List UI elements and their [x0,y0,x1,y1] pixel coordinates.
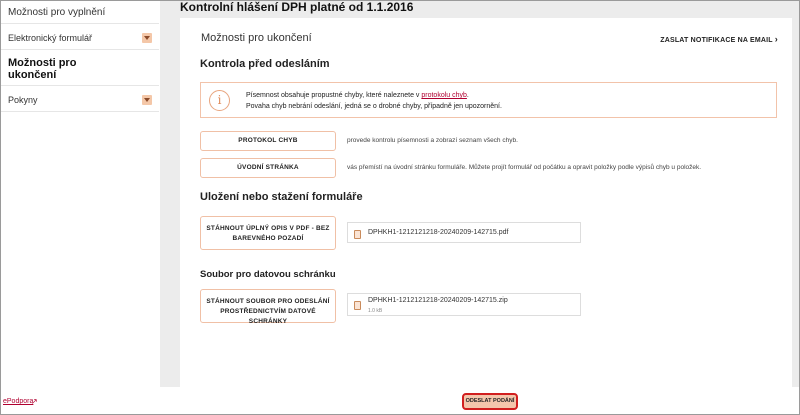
notify-email-link[interactable] [660,34,778,44]
alert-line-1 [246,92,469,99]
alert-line-2: Povaha chyb nebrání odeslání, jedná se o drobné chyby, případně jen upozornění. [246,103,502,110]
page-title: Kontrolní hlášení DPH platné od 1.1.2016 [180,0,414,14]
sidebar-item-options-fill[interactable] [1,1,159,24]
submit-button[interactable]: ODESLAT PODÁNÍ [462,393,518,410]
info-icon: i [209,90,230,111]
sidebar-item-label: Pokyny [8,95,38,105]
download-pdf-label-2: BAREVNÉHO POZADÍ [232,235,304,242]
external-link-icon: ↗ [31,397,38,406]
download-pdf-label-1: STÁHNOUT ÚPLNÝ OPIS V PDF - BEZ [206,225,330,232]
zip-file-name: DPHKH1-1212121218-20240209-142715.zip [368,297,508,304]
alert-text: Písemnost obsahuje propustné chyby, které naleznete v [246,92,422,99]
error-protocol-link[interactable]: protokolu chyb [421,92,467,99]
sidebar-item-label: Možnosti pro ukončení [8,57,77,81]
zip-file-size: 1.0 kB [368,308,383,314]
sidebar-item-label: Elektronický formulář [8,33,93,43]
pdf-file-box[interactable] [347,222,581,243]
card-title: Možnosti pro ukončení [201,32,312,44]
error-protocol-description: provede kontrolu písemnosti a zobrazí seznam všech chyb. [347,137,518,144]
databox-section-heading: Soubor pro datovou schránku [200,269,336,280]
download-zip-label-2: PROSTŘEDNICTVÍM DATOVÉ SCHRÁNKY [220,308,316,325]
home-page-button[interactable]: ÚVODNÍ STRÁNKA [200,158,336,178]
pdf-file-name: DPHKH1-1212121218-20240209-142715.pdf [368,229,509,236]
save-section-heading: Uložení nebo stažení formuláře [200,191,363,203]
warning-alert [200,82,777,118]
home-page-description: vás přemístí na úvodní stránku formuláře. Můžete projít formulář od počátku a opravit položky podle výpisů chyb u položek. [347,164,702,171]
chevron-down-icon [142,95,152,105]
download-zip-label-1: STÁHNOUT SOUBOR PRO ODESLÁNÍ [206,298,330,305]
error-protocol-button[interactable]: PROTOKOL CHYB [200,131,336,151]
file-icon [354,230,361,239]
alert-text: . [466,92,469,99]
sidebar-item-instructions[interactable] [1,87,159,112]
chevron-right-icon: › [774,34,778,44]
sidebar [1,1,159,387]
check-section-heading: Kontrola před odesláním [200,58,330,70]
download-pdf-button[interactable] [200,216,336,250]
notify-email-label: ZASLAT NOTIFIKACE NA EMAIL [660,37,773,44]
sidebar-item-end-options[interactable] [1,51,159,86]
epodpora-link[interactable]: ePodpora [3,398,34,405]
chevron-down-icon [142,33,152,43]
download-zip-button[interactable] [200,289,336,323]
sidebar-item-electronic-form[interactable] [1,25,159,50]
content-card [180,18,792,387]
file-icon [354,301,361,310]
sidebar-item-label: Možnosti pro vyplnění [8,7,106,18]
zip-file-box[interactable] [347,293,581,316]
